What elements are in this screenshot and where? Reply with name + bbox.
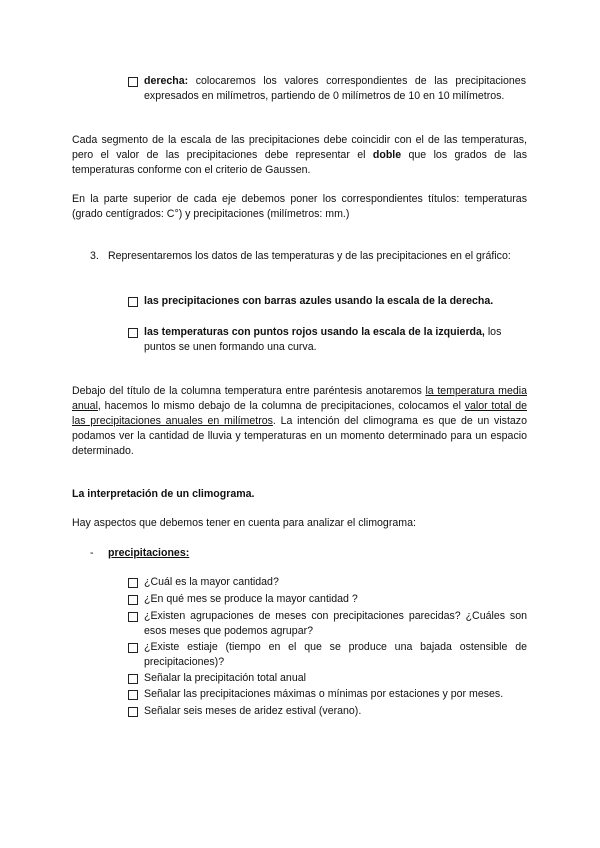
paragraph-scale: Cada segmento de la escala de las precipitaciones debe coincidir con el de las temperaturas, pero el valor de las precipitaciones debe representar el doble que los grados de las temperaturas conforme con el criterio de Gaussen. <box>72 134 527 176</box>
step-text: Representaremos los datos de las temperaturas y de las precipitaciones en el gráfico: <box>108 250 511 262</box>
checkbox-icon <box>128 77 138 87</box>
paragraph-debajo: Debajo del título de la columna temperatura entre paréntesis anotaremos la temperatura media anual, hacemos lo mismo debajo de la columna de precipitaciones, colocamos el valor total de las precipitaciones anuales en milímetros. La intención del climograma es que de un vistazo podamos ver la cantidad de lluvia y temperaturas en un momento determinado para un espacio determinado. <box>72 385 527 457</box>
checkbox-icon <box>128 328 138 338</box>
intro-text: Hay aspectos que debemos tener en cuenta para analizar el climograma: <box>72 517 416 529</box>
step-number: 3. <box>90 250 99 262</box>
checkbox-icon <box>128 595 138 605</box>
item-bold: derecha: <box>144 75 189 87</box>
checkbox-icon <box>128 707 138 717</box>
checkbox-icon <box>128 674 138 684</box>
bullet-label: precipitaciones: <box>108 547 190 559</box>
checkbox-icon <box>128 612 138 622</box>
item-text: colocaremos los valores correspondientes de las precipitaciones expresados en milímetros, partiendo de 0 milímetros de 10 en 10 milímetros. <box>144 75 526 102</box>
checkbox-icon <box>128 297 138 307</box>
document-page: derecha: colocaremos los valores correspondientes de las precipitaciones expresados en milímetros, partiendo de 0 milímetros de 10 en 10 milímetros. Cada segmento de la escala de las precipitaciones debe coincidir con el de las temperaturas, pero el valor de las precipitaciones debe representar el doble que los grados de las temperaturas conforme con el criterio de Gaussen. En la parte superior de cada eje debemos poner los correspondientes títulos: temperaturas (grado centígrados: C°) y precipitaciones (milímetros: mm.) 3. Representaremos los datos de las temperaturas y de las precipitaciones en el gráfico: las precipitaciones con barras azules usando la escala de la derecha. las temperaturas con puntos rojos usando la escala de la izquierda, los puntos se unen formando una curva. Debajo del título de la columna temperatura entre paréntesis anotaremos la temperatura media anual, hacemos lo mismo debajo de la columna de precipitaciones, colocamos el valor total de las precipitaciones anuales en milímetros. La intención del climograma es que de un vistazo podamos ver la cantidad de lluvia y temperaturas en un momento determinado para un espacio determinado. La interpretación de un climograma. Hay aspectos que debemos tener en cuenta para analizar el climograma: - precipitaciones: ¿Cuál es la mayor cantidad? ¿En qué mes se produce la mayor cantidad ? ¿Existen agrupaciones de meses con precipitaciones parecidas? ¿Cuáles son esos meses que podemos agrupar? ¿Existe estiaje (tiempo en el que se produce una bajada ostensible de precipitaciones)? Señalar la precipitación total anual Señalar las precipitaciones máximas o mínimas por estaciones y por meses. Señalar seis meses de aridez estival (verano). <box>72 75 527 717</box>
checkbox-icon <box>128 690 138 700</box>
bullet-marker: - <box>90 547 94 559</box>
section-heading: La interpretación de un climograma. <box>72 488 255 500</box>
checkbox-icon <box>128 578 138 588</box>
checkbox-icon <box>128 643 138 653</box>
paragraph-titles: En la parte superior de cada eje debemos poner los correspondientes títulos: temperaturas (grado centígrados: C°) y precipitaciones (milímetros: mm.) <box>72 193 527 220</box>
